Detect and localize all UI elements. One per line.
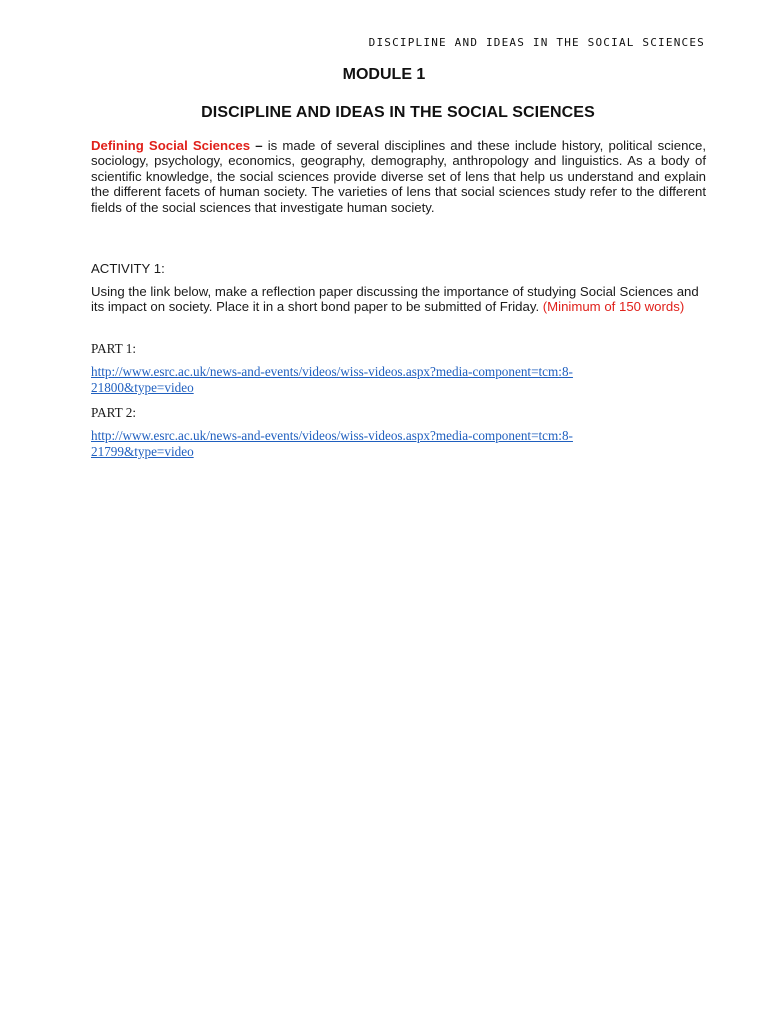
part-2-label: PART 2: <box>91 405 137 420</box>
activity-heading: ACTIVITY 1: <box>91 261 165 276</box>
part-1-link-line-2[interactable]: 21800&type=video <box>91 380 194 395</box>
part-2-video-link[interactable] <box>91 428 706 460</box>
running-header: DISCIPLINE AND IDEAS IN THE SOCIAL SCIENCES <box>368 36 705 49</box>
part-1-link-line-1[interactable]: http://www.esrc.ac.uk/news-and-events/videos/wiss-videos.aspx?media-component=tcm:8- <box>91 364 573 379</box>
part-2-link-line-1[interactable]: http://www.esrc.ac.uk/news-and-events/videos/wiss-videos.aspx?media-component=tcm:8- <box>91 428 573 443</box>
definition-text: is made of several disciplines and these include history, political science, sociology, psychology, economics, geography, demography, anthropology and linguistics. As a body of scientific knowledge, the social sciences provide diverse set of lens that help us understand and explain the different facets of human society. The varieties of lens that social sciences study refer to the different fields of the social sciences that investigate human society. <box>91 138 706 215</box>
module-label: MODULE 1 <box>342 66 426 83</box>
definition-dash: – <box>250 138 263 153</box>
part-2-link-line-2[interactable]: 21799&type=video <box>91 444 194 459</box>
definition-term: Defining Social Sciences <box>91 138 251 153</box>
instructions-text: Using the link below, make a reflection paper discussing the importance of studying Social Sciences and its impact on society. Place it in a short bond paper to be submitted of Friday. <box>91 284 699 315</box>
page-title: DISCIPLINE AND IDEAS IN THE SOCIAL SCIENCES <box>201 104 595 121</box>
minimum-words-note: (Minimum of 150 words) <box>542 299 685 315</box>
definition-paragraph <box>91 138 706 215</box>
activity-instructions <box>91 284 706 315</box>
part-1-video-link[interactable] <box>91 364 706 396</box>
part-1-label: PART 1: <box>91 341 137 356</box>
